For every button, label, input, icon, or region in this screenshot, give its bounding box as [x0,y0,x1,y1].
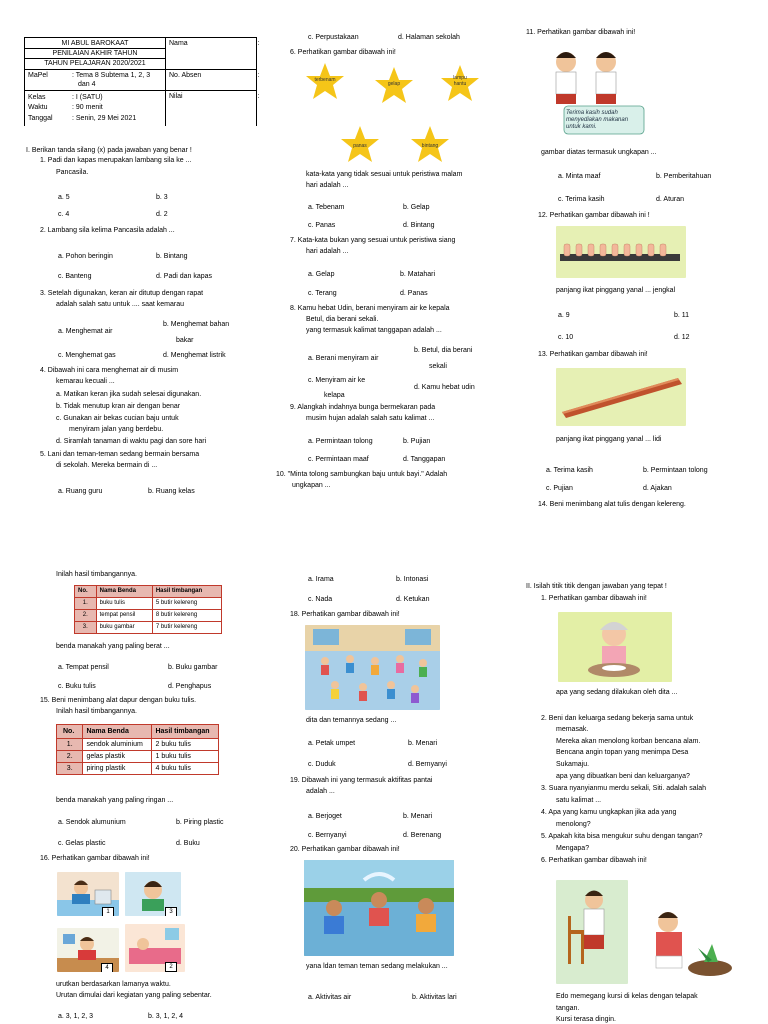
option-d[interactable]: d. Tanggapan [403,456,446,463]
picture-number-label: 4 [101,963,113,972]
absen-field[interactable]: No. Absen : [166,70,257,91]
option-d[interactable]: d. Penghapus [168,683,212,690]
question-4: 4. Dibawah ini cara menghemat air di musim [40,367,179,374]
question-10-cont: ungkapan ... [292,482,331,489]
thank-you-picture [538,44,648,136]
question-12: 12. Perhatikan gambar dibawah ini ! [538,212,650,219]
essay-question-2-line4: Bencana angin topan yang menimpa Desa [556,749,689,756]
picture-number-label: 1 [102,907,114,916]
option-d[interactable]: d. Bintang [403,222,435,229]
option-d[interactable]: d. Halaman sekolah [398,34,460,41]
option-d[interactable]: d. Ketukan [396,596,430,603]
question-1-cont: Pancasila. [56,169,89,176]
option-b-cont: bakar [176,337,194,344]
option-d[interactable]: d. 12 [674,334,690,341]
essay-question-2: 2. Beni dan keluarga sedang bekerja sama untuk [541,715,694,722]
question-7: 7. Kata-kata bukan yang sesuai untuk peristiwa siang [290,237,456,244]
children-dancing-picture [305,625,440,710]
essay-question-2-line5: Sukamaju. [556,761,590,768]
school-info [25,38,166,70]
question-16-prompt-cont: Urutan dimulai dari kegiatan yang paling sebentar. [56,992,212,999]
option-b[interactable]: b. Menari [403,813,433,820]
option-a[interactable]: a. Terima kasih [546,467,593,474]
question-15-prompt: benda manakah yang paling ringan ... [56,797,174,804]
activity-picture-3 [125,872,181,916]
weighing-table-2: No. Nama Benda Hasil timbangan 1. sendok aluminium 2 buku tulis 2. gelas plastik 1 buku tulis 3. piring plastik 4 buku tulis [56,724,219,775]
option-b[interactable]: b. Gelap [403,204,430,211]
option-c[interactable]: c. Menyiram air ke [308,377,366,384]
option-d[interactable]: d. Menghemat listrik [163,352,226,359]
star-icon: terbenam [305,62,345,100]
question-6-prompt-cont: hari adalah ... [306,182,349,189]
option-a[interactable]: a. Sendok alumunium [58,819,126,826]
option-c-cont: kelapa [324,392,345,399]
option-d[interactable]: d. Panas [400,290,428,297]
option-c[interactable]: c. 4 [58,211,70,218]
option-c[interactable]: c. Buku tulis [58,683,96,690]
belt-diagonal-illustration [556,368,686,426]
question-9: 9. Alangkah indahnya bunga bermekaran pada [290,404,436,411]
option-b[interactable]: b. Betul, dia berani [414,347,473,354]
option-b[interactable]: b. Tidak menutup kran air dengan benar [56,403,181,410]
option-a[interactable]: a. Permintaan tolong [308,438,373,445]
star-icon: bintang [410,125,450,163]
option-b[interactable]: b. Aktivitas lari [412,994,457,1001]
essay-question-2-line6: apa yang dibuatkan beni dan keluarganya? [556,773,690,780]
picture-number-label: 3 [165,907,177,916]
option-c[interactable]: c. Nada [308,596,333,603]
essay-question-4: 4. Apa yang kamu ungkapkan jika ada yang [541,809,677,816]
option-b[interactable]: b. Pemberitahuan [656,173,712,180]
option-d[interactable]: d. Bernyanyi [408,761,447,768]
question-19-cont: adalah ... [306,788,335,795]
option-a[interactable]: a. Ruang guru [58,488,103,495]
option-c[interactable]: c. Perpustakaan [308,34,359,41]
essay-question-6-prompt-cont: tangan. [556,1005,580,1012]
speech-bubble-text: Terima kasih sudah menyediakan makanan untuk kami. [566,110,629,130]
exam-name: PENILAIAN AKHIR TAHUN [25,48,165,58]
children-playing-water-illustration [304,860,454,956]
section-1-heading: I. Berikan tanda silang (x) pada jawaban yang benar ! [26,147,192,154]
option-d[interactable]: d. Aturan [656,196,685,203]
option-d[interactable]: d. Padi dan kapas [156,273,213,280]
question-14-cont: Inilah hasil timbangannya. [56,571,137,578]
children-water-picture [304,860,454,956]
question-5-cont: di sekolah. Mereka bermain di ... [56,462,158,469]
picture-number-label: 2 [165,962,177,972]
essay-question-4-cont: menolong? [556,821,591,828]
question-8-line2: Betul, dia berani sekali. [306,316,379,323]
question-8-line3: yang termasuk kalimat tanggapan adalah ... [306,327,442,334]
question-3-cont: adalah salah satu untuk .... saat kemarau [56,301,185,308]
option-c[interactable]: c. Bernyanyi [308,832,347,839]
essay-question-2-line3: Mereka akan menolong korban bencana alam. [556,738,701,745]
option-a[interactable]: a. Tebenam [308,204,345,211]
question-6-prompt: kata-kata yang tidak sesuai untuk peristiwa malam [306,171,463,178]
option-d[interactable]: d. Berenang [403,832,442,839]
child-planting-picture [634,900,742,982]
activity-picture-1 [57,872,119,916]
option-c[interactable]: c. Permintaan maaf [308,456,369,463]
option-b[interactable]: b. Menghemat bahan [163,321,230,328]
option-b[interactable]: b. Matahari [400,271,436,278]
question-13-prompt: panjang ikat pinggang yanal ... lidi [556,436,662,443]
exam-header [24,37,260,126]
weighing-table-1: No. Nama Benda Hasil timbangan 1. buku tulis 5 butir kelereng 2. tempat pensil 8 butir kelereng 3. buku gambar 7 butir kelereng [74,585,222,634]
option-c[interactable]: c. Menghemat gas [58,352,116,359]
option-a[interactable]: a. Petak umpet [308,740,356,747]
section-2-heading: II. Isilah titik titik dengan jawaban yang tepat ! [526,583,667,590]
question-15-cont: Inilah hasil timbangannya. [56,708,137,715]
question-12-prompt: panjang ikat pinggang yanal ... jengkal [556,287,676,294]
question-14: 14. Beni menimbang alat tulis dengan kelereng. [538,501,686,508]
question-15: 15. Beni menimbang alat dapur dengan buku tulis. [40,697,197,704]
question-16: 16. Perhatikan gambar dibawah ini! [40,855,150,862]
school-name: MI ABUL BAROKAAT [61,40,129,47]
question-18-prompt: dita dan temannya sedang ... [306,717,397,724]
option-b[interactable]: b. 3 [156,194,168,201]
essay-question-6-prompt: Edo memegang kursi di kelas dengan telapak [556,993,698,1000]
option-b[interactable]: b. 11 [674,312,690,319]
boy-holding-chair-illustration [556,880,628,984]
classroom-dance-illustration [305,625,440,710]
option-c[interactable]: c. Gunakan air bekas cucian baju untuk [56,415,179,422]
option-c[interactable]: c. Gelas plastic [58,840,106,847]
star-icon: gelap [374,66,414,104]
dita-eating-picture [558,612,672,682]
option-b[interactable]: b. Bintang [156,253,188,260]
name-field[interactable]: Nama : [166,38,257,70]
star-icon: lampu hantu [440,64,480,102]
option-d[interactable]: d. Buku [176,840,200,847]
edo-chair-picture [556,880,628,984]
option-b[interactable]: b. Permintaan tolong [643,467,708,474]
option-c[interactable]: c. Terima kasih [558,196,605,203]
option-a[interactable]: a. Aktivitas air [308,994,352,1001]
option-d[interactable]: d. Ajakan [643,485,672,492]
option-b[interactable]: b. 3, 1, 2, 4 [148,1013,184,1020]
option-b[interactable]: b. Buku gambar [168,664,218,671]
question-6: 6. Perhatikan gambar dibawah ini! [290,49,396,56]
question-7-cont: hari adalah ... [306,248,349,255]
essay-question-6-prompt-end: Kursi terasa dingin. [556,1016,616,1023]
option-d[interactable]: d. 2 [156,211,168,218]
option-a[interactable]: a. Gelap [308,271,335,278]
option-b[interactable]: b. Intonasi [396,576,429,583]
question-13: 13. Perhatikan gambar dibawah ini! [538,351,648,358]
option-c[interactable]: c. Terang [308,290,337,297]
option-a[interactable]: a. 5 [58,194,70,201]
question-20: 20. Perhatikan gambar dibawah ini! [290,846,400,853]
essay-question-3: 3. Suara nyanyianmu merdu sekali, Siti. adalah salah [541,785,706,792]
question-11: 11. Perhatikan gambar dibawah ini! [526,29,636,36]
option-b[interactable]: b. Piring plastic [176,819,224,826]
star-icon: panas [340,125,380,163]
option-c[interactable]: c. Panas [308,222,336,229]
option-a[interactable]: a. 3, 1, 2, 3 [58,1013,94,1020]
question-14-prompt: benda manakah yang paling berat ... [56,643,170,650]
option-a[interactable]: a. Pohon beringin [58,253,113,260]
option-a[interactable]: a. Minta maaf [558,173,601,180]
question-9-cont: musim hujan adalah salah satu kalimat ... [306,415,435,422]
question-16-prompt: urutkan berdasarkan lamanya waktu. [56,981,171,988]
belt-with-hands-picture [556,226,686,278]
question-10: 10. "Minta tolong sambungkan baju untuk bayi." Adalah [276,471,448,478]
subject-row: MaPel : Tema 8 Subtema 1, 2, 3 dan 4 [25,70,166,91]
essay-question-2-line2: memasak. [556,726,589,733]
question-3: 3. Setelah digunakan, keran air ditutup dengan rapat [40,290,204,297]
belt-picture [556,368,686,426]
option-b[interactable]: b. Menari [408,740,438,747]
option-d[interactable]: d. Kamu hebat udin [414,384,475,391]
question-19: 19. Dibawah ini yang termasuk aktifitas pantai [290,777,433,784]
child-planting-illustration [634,900,742,982]
belt-measure-illustration [556,226,686,278]
activity-picture-4 [57,928,119,972]
question-4-cont: kemarau kecuali ... [56,378,115,385]
option-c[interactable]: c. 10 [558,334,574,341]
option-b[interactable]: b. Ruang kelas [148,488,195,495]
option-c[interactable]: c. Pujian [546,485,573,492]
option-a[interactable]: a. Irama [308,576,334,583]
option-b[interactable]: b. Pujian [403,438,431,445]
essay-question-1: 1. Perhatikan gambar dibawah ini! [541,595,647,602]
option-c-cont: menyiram jalan yang berdebu. [69,426,164,433]
question-18: 18. Perhatikan gambar dibawah ini! [290,611,400,618]
option-c[interactable]: c. Duduk [308,761,336,768]
option-a[interactable]: a. Berjoget [308,813,342,820]
essay-question-1-prompt: apa yang sedang dilakukan oleh dita ... [556,689,678,696]
option-a[interactable]: a. Tempat pensil [58,664,109,671]
question-1: 1. Padi dan kapas merupakan lambang sila ke ... [40,157,192,164]
essay-question-3-cont: satu kalimat ... [556,797,602,804]
score-field[interactable]: Nilai : [166,91,257,127]
question-5: 5. Lani dan teman-teman sedang bermain bersama [40,451,200,458]
option-b-cont: sekali [429,363,447,370]
option-c[interactable]: c. Banteng [58,273,92,280]
class-info: Kelas : I (SATU) Waktu : 90 menit Tanggal : Senin, 29 Mei 2021 [25,91,166,127]
essay-question-5: 5. Apakah kita bisa mengukur suhu dengan tangan? [541,833,703,840]
option-a[interactable]: a. 9 [558,312,570,319]
option-a[interactable]: a. Matikan keran jika sudah selesai digunakan. [56,391,202,398]
school-year: TAHUN PELAJARAN 2020/2021 [25,58,165,68]
question-20-prompt: yana ldan teman teman sedang melakukan ... [306,963,448,970]
option-d[interactable]: d. Siramlah tanaman di waktu pagi dan sore hari [56,438,207,445]
essay-question-6: 6. Perhatikan gambar dibawah ini! [541,857,647,864]
question-8: 8. Kamu hebat Udin, berani menyiram air ke kepala [290,305,450,312]
option-a[interactable]: a. Menghemat air [58,328,113,335]
question-2: 2. Lambang sila kelima Pancasila adalah ... [40,227,175,234]
activity-picture-2 [125,924,185,972]
question-11-prompt: gambar diatas termasuk ungkapan ... [541,149,657,156]
option-a[interactable]: a. Berani menyiram air [308,355,379,362]
essay-question-5-cont: Mengapa? [556,845,590,852]
girl-eating-illustration [558,612,672,682]
